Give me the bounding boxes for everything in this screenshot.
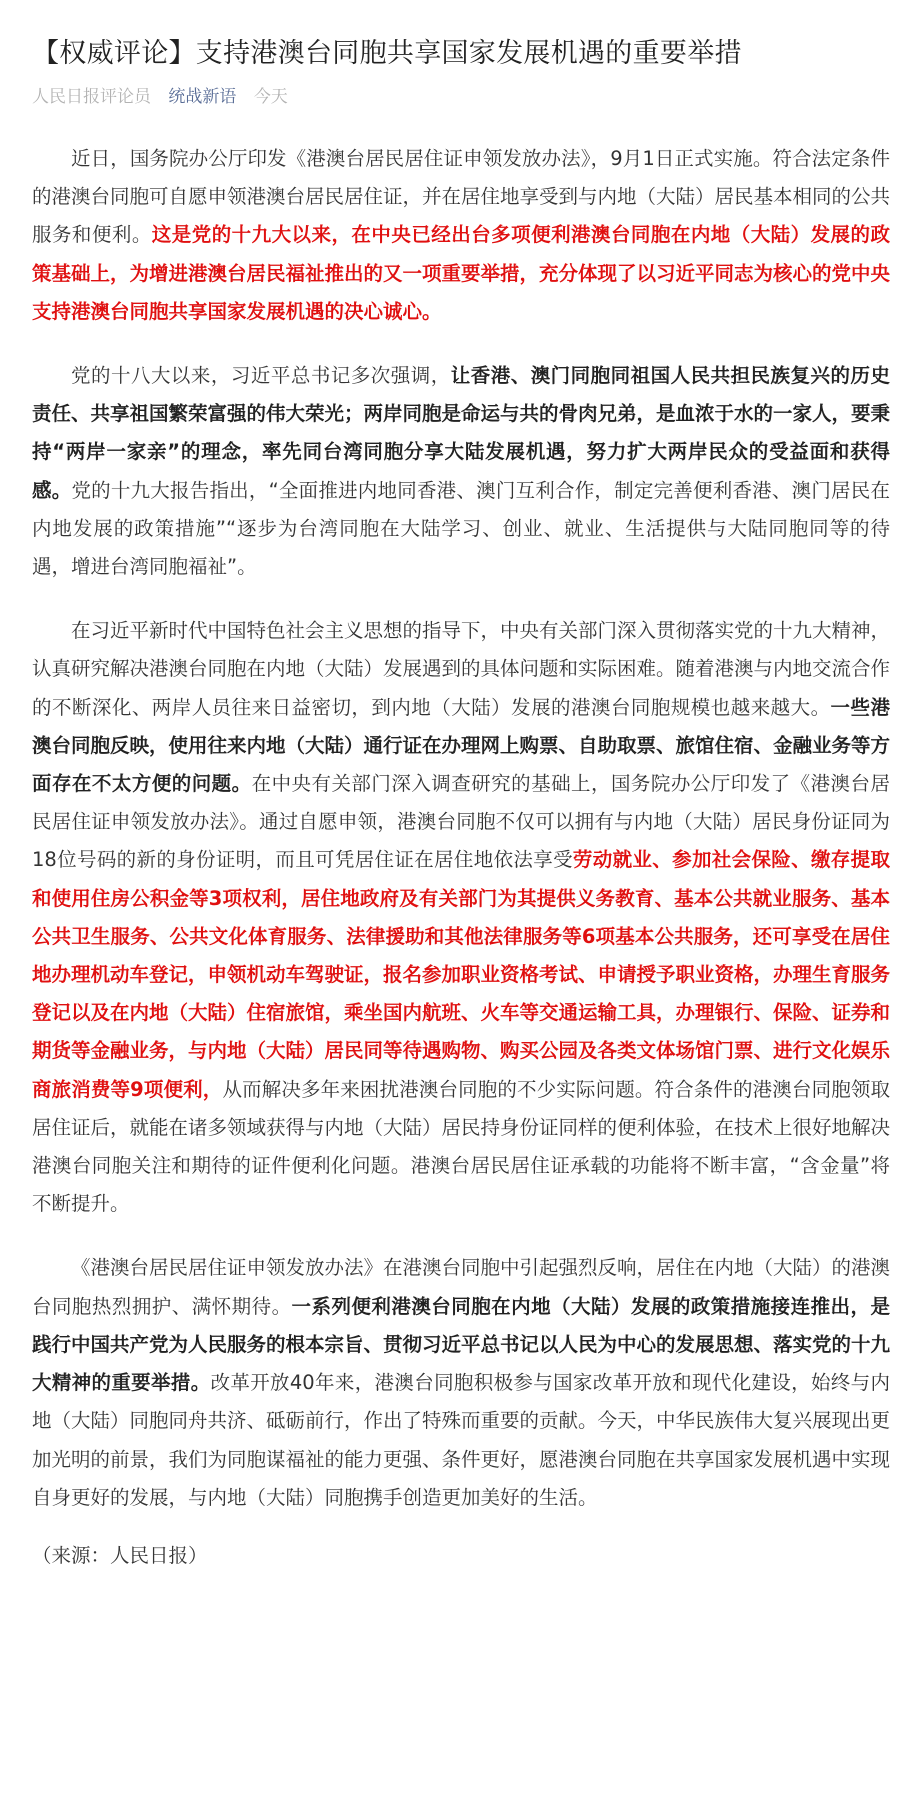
text-run: 《港澳台居民居住证申领发放办法》在港澳台同胞中引起强烈反响，居住在内地（大陆）的港澳台同胞热烈拥护、满怀期待。 — [32, 1256, 891, 1318]
account-name-link[interactable]: 统战新语 — [168, 87, 237, 107]
highlight-red: 劳动就业、参加社会保险、缴存提取和使用住房公积金等3项权利，居住地政府及有关部门为其提供义务教育、基本公共就业服务、基本公共卫生服务、公共文化体育服务、法律援助和其他法律服务等6项基本公共服务，还可享受在居住地办理机动车登记，申领机动车驾驶证，报名参加职业资格考试、申请授予职业资格，办理生育服务登记以及在内地（大陆）住宿旅馆，乘坐国内航班、火车等交通运输工具，办理银行、保险、证券和期货等金融业务，与内地（大陆）居民同等待遇购物、购买公园及各类文体场馆门票、进行文化娱乐商旅消费等9项便利， — [32, 848, 891, 1101]
paragraph-2 — [32, 357, 890, 586]
article-author: 人民日报评论员 — [32, 87, 151, 107]
article-body — [32, 140, 890, 1575]
text-run: 近日，国务院办公厅印发《港澳台居民居住证申领发放办法》，9月1日正式实施。符合法定条件的港澳台同胞可自愿申领港澳台居民居住证，并在居住地享受到与内地（大陆）居民基本相同的公共服务和便利。 — [32, 147, 891, 247]
text-run: 党的十八大以来，习近平总书记多次强调， — [71, 364, 451, 388]
article-meta — [32, 84, 890, 110]
text-run: 在习近平新时代中国特色社会主义思想的指导下，中央有关部门深入贯彻落实党的十九大精神，认真研究解决港澳台同胞在内地（大陆）发展遇到的具体问题和实际困难。随着港澳与内地交流合作的不断深化、两岸人员往来日益密切，到内地（大陆）发展的港澳台同胞规模也越来越大。 — [32, 619, 891, 719]
article-title: 【权威评论】支持港澳台同胞共享国家发展机遇的重要举措 — [32, 38, 742, 69]
highlight-red: 这是党的十九大以来，在中央已经出台多项便利港澳台同胞在内地（大陆）发展的政策基础上，为增进港澳台居民福祉推出的又一项重要举措，充分体现了以习近平同志为核心的党中央支持港澳台同胞共享国家发展机遇的决心诚心。 — [32, 223, 891, 323]
text-run: 改革开放40年来，港澳台同胞积极参与国家改革开放和现代化建设，始终与内地（大陆）同胞同舟共济、砥砺前行，作出了特殊而重要的贡献。今天，中华民族伟大复兴展现出更加光明的前景，我们为同胞谋福祉的能力更强、条件更好，愿港澳台同胞在共享国家发展机遇中实现自身更好的发展，与内地（大陆）同胞携手创造更加美好的生活。 — [32, 1371, 891, 1509]
highlight-bold: 一些港澳台同胞反映，使用往来内地（大陆）通行证在办理网上购票、自助取票、旅馆住宿、金融业务等方面存在不太方便的问题。 — [32, 695, 891, 796]
paragraph-1 — [32, 140, 890, 331]
paragraph-3 — [32, 612, 890, 1223]
paragraph-4 — [32, 1249, 890, 1516]
text-run: 在中央有关部门深入调查研究的基础上，国务院办公厅印发了《港澳台居民居住证申领发放办法》。通过自愿申领，港澳台同胞不仅可以拥有与内地（大陆）居民身份证同为18位号码的新的身份证明，而且可凭居住证在居住地依法享受 — [32, 772, 890, 872]
highlight-bold: 让香港、澳门同胞同祖国人民共担民族复兴的历史责任、共享祖国繁荣富强的伟大荣光；两岸同胞是命运与共的骨肉兄弟，是血浓于水的一家人，要秉持“两岸一家亲”的理念，率先同台湾同胞分享大陆发展机遇，努力扩大两岸民众的受益面和获得感。 — [32, 364, 891, 502]
article-source: （来源：人民日报） — [32, 1543, 208, 1567]
highlight-bold: 一系列便利港澳台同胞在内地（大陆）发展的政策措施接连推出，是践行中国共产党为人民服务的根本宗旨、贯彻习近平总书记以人民为中心的发展思想、落实党的十九大精神的重要举措。 — [32, 1294, 891, 1395]
publish-date: 今天 — [253, 87, 288, 107]
text-run: 党的十九大报告指出，“全面推进内地同香港、澳门互利合作，制定完善便利香港、澳门居民在内地发展的政策措施”“逐步为台湾同胞在大陆学习、创业、就业、生活提供与大陆同胞同等的待遇，增进台湾同胞福祉”。 — [32, 478, 890, 579]
text-run: 从而解决多年来困扰港澳台同胞的不少实际问题。符合条件的港澳台同胞领取居住证后，就能在诸多领域获得与内地（大陆）居民持身份证同样的便利体验，在技术上很好地解决港澳台同胞关注和期待的证件便利化问题。港澳台居民居住证承载的功能将不断丰富，“含金量”将不断提升。 — [32, 1077, 891, 1216]
